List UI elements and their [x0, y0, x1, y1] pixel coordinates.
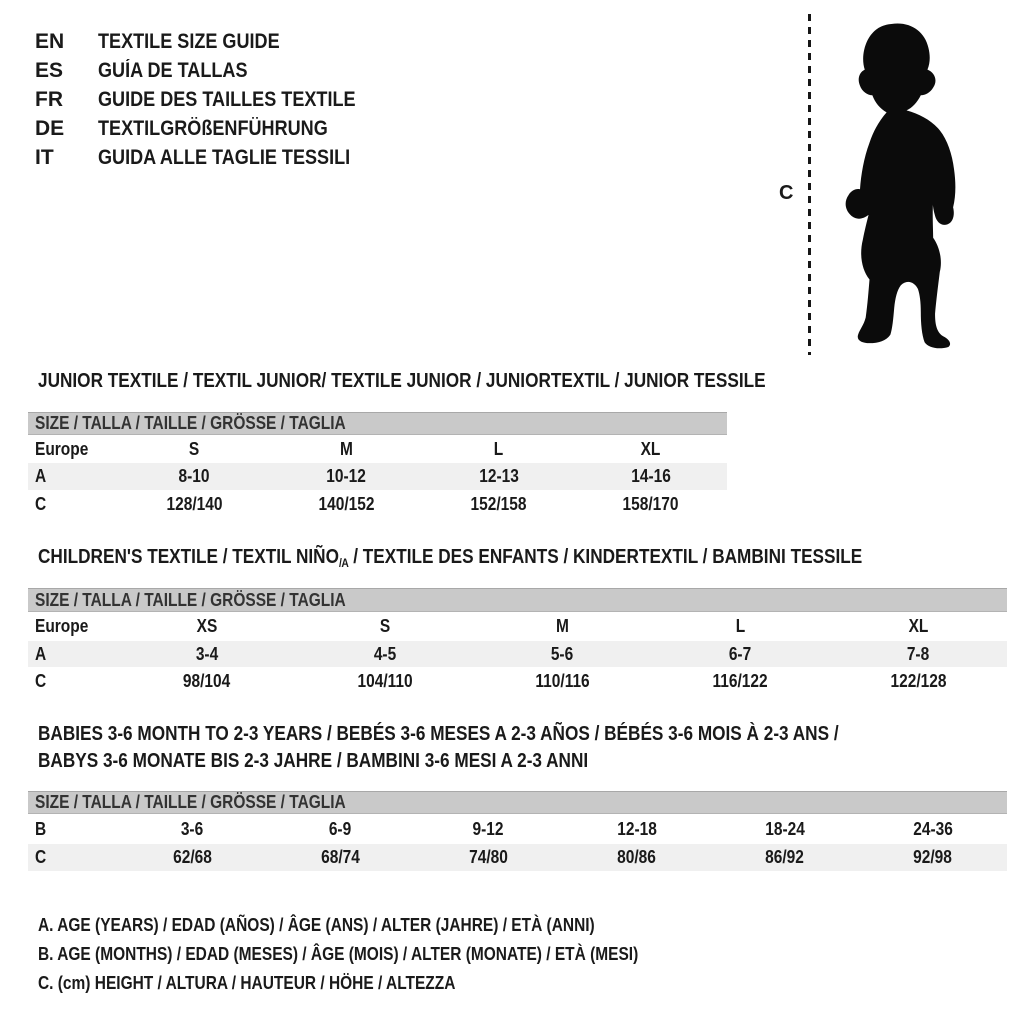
height-value: 152/158 — [470, 493, 527, 514]
legend-notes — [38, 911, 736, 998]
height-value: 110/116 — [535, 671, 590, 691]
height-value: 80/86 — [617, 847, 656, 867]
guide-title-fr: GUIDE DES TAILLES TEXTILE — [98, 87, 356, 111]
age-value: 3-4 — [195, 643, 219, 664]
junior-size-table — [28, 412, 727, 518]
guide-title-en: TEXTILE SIZE GUIDE — [98, 29, 280, 53]
junior-section-title — [38, 370, 884, 393]
children-size-table — [28, 588, 1007, 696]
language-code: ES — [35, 58, 64, 82]
size-value: S — [188, 438, 200, 459]
note-height-cm — [38, 969, 736, 998]
size-value: M — [556, 616, 569, 636]
height-value: 98/104 — [183, 671, 231, 691]
children-section-title — [38, 546, 996, 570]
junior-row-height — [28, 490, 727, 518]
note-age-months — [38, 940, 736, 969]
babies-section-title — [38, 721, 969, 775]
height-value: 104/110 — [357, 671, 413, 691]
children-title-pre: CHILDREN'S TEXTILE / TEXTIL NIÑO — [38, 546, 339, 568]
height-dotted-line — [808, 14, 811, 355]
size-value: XL — [908, 616, 928, 636]
row-label: C — [35, 671, 47, 691]
toddler-silhouette-icon — [822, 12, 974, 358]
size-header-label: SIZE / TALLA / TAILLE / GRÖSSE / TAGLIA — [35, 413, 346, 433]
row-label: Europe — [35, 616, 89, 636]
size-value: S — [379, 616, 390, 636]
babies-row-months — [28, 814, 1007, 844]
height-value: 68/74 — [320, 847, 360, 867]
height-value: 128/140 — [166, 493, 223, 514]
height-value: 74/80 — [469, 847, 508, 867]
language-row-en — [35, 27, 397, 56]
babies-size-table — [28, 791, 1007, 871]
children-row-height — [28, 667, 1007, 696]
guide-title-it: GUIDA ALLE TAGLIE TESSILI — [98, 145, 351, 169]
language-code: EN — [35, 29, 65, 53]
age-value: 8-10 — [178, 466, 210, 486]
note-text: A. AGE (YEARS) / EDAD (AÑOS) / ÂGE (ANS) / ALTER (JAHRE) / ETÀ (ANNI) — [38, 915, 595, 935]
junior-row-europe — [28, 435, 727, 463]
height-value: 158/170 — [622, 493, 679, 514]
language-title-list — [35, 27, 397, 172]
size-header-label: SIZE / TALLA / TAILLE / GRÖSSE / TAGLIA — [35, 792, 346, 812]
language-code: DE — [35, 116, 65, 140]
height-measure-label: C — [779, 182, 794, 204]
months-value: 24-36 — [913, 818, 953, 839]
age-value: 14-16 — [631, 466, 671, 486]
junior-size-header-bar — [28, 412, 727, 435]
age-value: 7-8 — [906, 643, 930, 664]
height-value: 86/92 — [765, 847, 805, 867]
children-section-title-text — [38, 546, 862, 570]
note-text: C. (cm) HEIGHT / ALTURA / HAUTEUR / HÖHE / ALTEZZA — [38, 973, 456, 993]
language-row-es — [35, 56, 397, 85]
language-row-it — [35, 143, 397, 172]
age-value: 12-13 — [478, 466, 519, 486]
months-value: 6-9 — [329, 818, 352, 839]
children-row-europe — [28, 612, 1007, 641]
guide-title-de: TEXTILGRÖßENFÜHRUNG — [98, 116, 328, 140]
row-label: C — [35, 493, 47, 514]
row-label: A — [35, 643, 47, 664]
age-value: 10-12 — [326, 466, 367, 486]
guide-title-es: GUÍA DE TALLAS — [98, 58, 248, 82]
months-value: 9-12 — [472, 818, 504, 839]
size-value: L — [735, 616, 746, 636]
row-label: B — [35, 818, 47, 839]
children-row-age — [28, 641, 1007, 667]
height-value: 92/98 — [913, 847, 953, 867]
size-value: XL — [640, 438, 661, 459]
row-label: A — [35, 466, 47, 486]
height-value: 122/128 — [890, 671, 947, 691]
age-value: 5-6 — [551, 643, 574, 664]
language-code: IT — [35, 145, 54, 169]
children-title-subscript: /A — [338, 556, 349, 570]
size-value: M — [339, 438, 353, 459]
language-row-de — [35, 114, 397, 143]
babies-title-line1: BABIES 3-6 MONTH TO 2-3 YEARS / BEBÉS 3-6 MESES A 2-3 AÑOS / BÉBÉS 3-6 MOIS À 2-3 ANS / — [38, 723, 839, 745]
months-value: 12-18 — [616, 818, 657, 839]
note-text: B. AGE (MONTHS) / EDAD (MESES) / ÂGE (MOIS) / ALTER (MONATE) / ETÀ (MESI) — [38, 944, 639, 964]
children-size-header-bar — [28, 588, 1007, 612]
babies-size-header-bar — [28, 791, 1007, 814]
height-value: 62/68 — [172, 847, 212, 867]
age-value: 4-5 — [373, 643, 396, 664]
row-label: C — [35, 847, 47, 867]
babies-row-height — [28, 844, 1007, 871]
junior-section-title-text: JUNIOR TEXTILE / TEXTIL JUNIOR/ TEXTILE JUNIOR / JUNIORTEXTIL / JUNIOR TESSILE — [38, 370, 766, 392]
note-age-years — [38, 911, 736, 940]
babies-title-line2: BABYS 3-6 MONATE BIS 2-3 JAHRE / BAMBINI 3-6 MESI A 2-3 ANNI — [38, 750, 589, 772]
size-header-label: SIZE / TALLA / TAILLE / GRÖSSE / TAGLIA — [35, 589, 346, 610]
row-label: Europe — [35, 438, 89, 459]
months-value: 18-24 — [764, 818, 805, 839]
size-value: XS — [196, 616, 218, 636]
children-title-post: / TEXTILE DES ENFANTS / KINDERTEXTIL / BAMBINI TESSILE — [348, 546, 863, 568]
height-value: 140/152 — [318, 493, 375, 514]
age-value: 6-7 — [729, 643, 752, 664]
language-row-fr — [35, 85, 397, 114]
size-value: L — [493, 438, 504, 459]
junior-row-age — [28, 463, 727, 490]
months-value: 3-6 — [180, 818, 204, 839]
height-value: 116/122 — [712, 671, 768, 691]
language-code: FR — [35, 87, 63, 111]
